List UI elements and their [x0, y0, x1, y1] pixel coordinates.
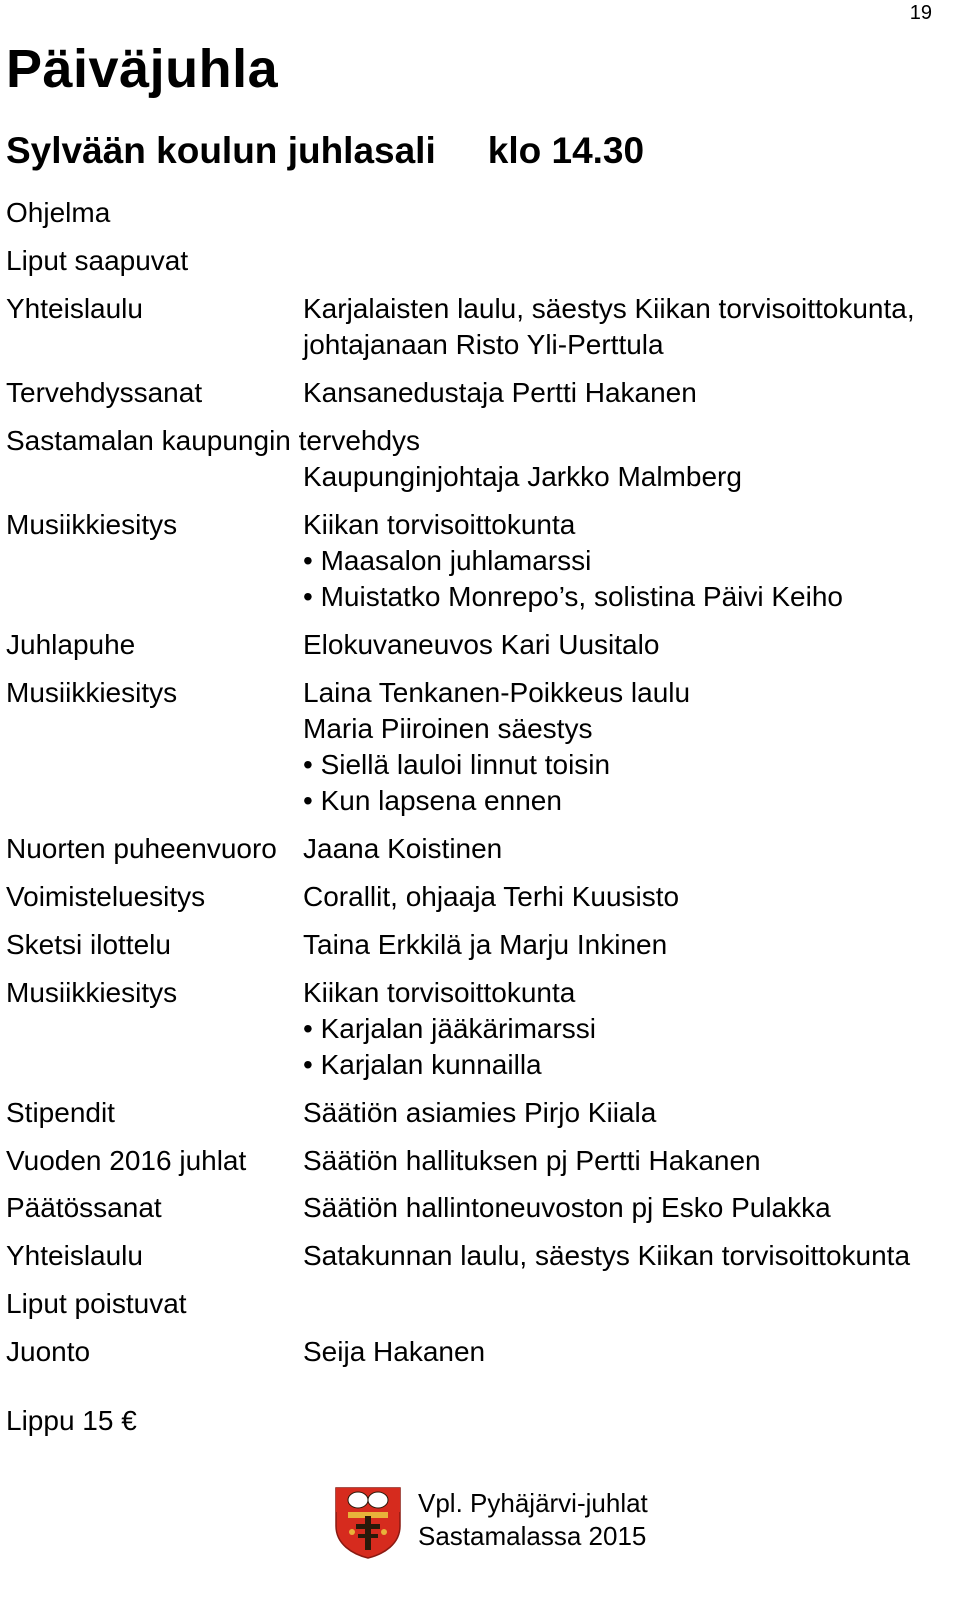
wing-left [348, 1492, 368, 1508]
program-value: Elokuvaneuvos Kari Uusitalo [303, 629, 660, 660]
program-value: Seija Hakanen [303, 1336, 486, 1367]
program-label: Stipendit [6, 1097, 115, 1128]
venue-place: Sylvään koulun juhlasali [6, 130, 436, 171]
program-value: Kaupunginjohtaja Jarkko Malmberg [303, 461, 742, 492]
program-value: johtajanaan Risto Yli-Perttula [303, 329, 664, 360]
program-label: Yhteislaulu [6, 1240, 143, 1271]
program-value: Säätiön hallituksen pj Pertti Hakanen [303, 1145, 761, 1176]
program-value: Taina Erkkilä ja Marju Inkinen [303, 929, 668, 960]
cross-horizontal-top [356, 1524, 380, 1529]
program-label: Sketsi ilottelu [6, 929, 171, 960]
program-bullet: • Siellä lauloi linnut toisin [303, 749, 611, 780]
program-bullet: • Muistatko Monrepo’s, solistina Päivi Keiho [303, 581, 843, 612]
program-bullet: • Kun lapsena ennen [303, 785, 562, 816]
footer-line-2: Sastamalassa 2015 [418, 1521, 647, 1551]
program-label: Yhteislaulu [6, 293, 143, 324]
program-label: Vuoden 2016 juhlat [6, 1145, 247, 1176]
program-label: Liput poistuvat [6, 1288, 187, 1319]
program-label: Juonto [6, 1336, 91, 1367]
program-bullet: • Maasalon juhlamarssi [303, 545, 592, 576]
program-bullet: • Karjalan jääkärimarssi [303, 1013, 597, 1044]
page-number: 19 [909, 2, 932, 24]
program-value: Corallit, ohjaaja Terhi Kuusisto [303, 881, 680, 912]
cross-horizontal-bottom [358, 1534, 378, 1538]
program-value: Säätiön hallintoneuvoston pj Esko Pulakka [303, 1192, 831, 1223]
venue-time: klo 14.30 [487, 130, 645, 171]
coat-of-arms-icon [334, 1486, 402, 1560]
program-value: Jaana Koistinen [303, 833, 503, 864]
program-label: Juhlapuhe [6, 629, 136, 660]
program-label: Musiikkiesitys [6, 977, 178, 1008]
program-bullet: • Karjalan kunnailla [303, 1049, 542, 1080]
cross-vertical [365, 1516, 371, 1550]
program-label: Liput saapuvat [6, 245, 189, 276]
gold-dot-right [381, 1529, 387, 1535]
program-label: Musiikkiesitys [6, 677, 178, 708]
wing-right [368, 1492, 388, 1508]
program-label: Sastamalan kaupungin tervehdys [6, 425, 421, 456]
program-label: Päätössanat [6, 1192, 162, 1223]
program-value: Karjalaisten laulu, säestys Kiikan torvisoittokunta, [303, 293, 915, 324]
program-value: Kiikan torvisoittokunta [303, 977, 576, 1008]
footer-event [418, 1487, 648, 1553]
program-value: Kansanedustaja Pertti Hakanen [303, 377, 697, 408]
footer-line-1: Vpl. Pyhäjärvi-juhlat [418, 1488, 648, 1518]
program-label: Tervehdyssanat [6, 377, 203, 408]
program-value: Kiikan torvisoittokunta [303, 509, 576, 540]
program-label: Voimisteluesitys [6, 881, 206, 912]
gold-dot-left [349, 1529, 355, 1535]
program-label: Nuorten puheenvuoro [6, 833, 277, 864]
program-value: Satakunnan laulu, säestys Kiikan torvisoittokunta [303, 1240, 911, 1271]
program-heading: Ohjelma [6, 197, 111, 228]
venue-heading [6, 130, 644, 172]
program-value: Laina Tenkanen-Poikkeus laulu [303, 677, 691, 708]
program-label: Musiikkiesitys [6, 509, 178, 540]
page-title: Päiväjuhla [6, 39, 279, 99]
ticket-price: Lippu 15 € [6, 1405, 137, 1436]
program-value: Säätiön asiamies Pirjo Kiiala [303, 1097, 657, 1128]
program-value: Maria Piiroinen säestys [303, 713, 593, 744]
